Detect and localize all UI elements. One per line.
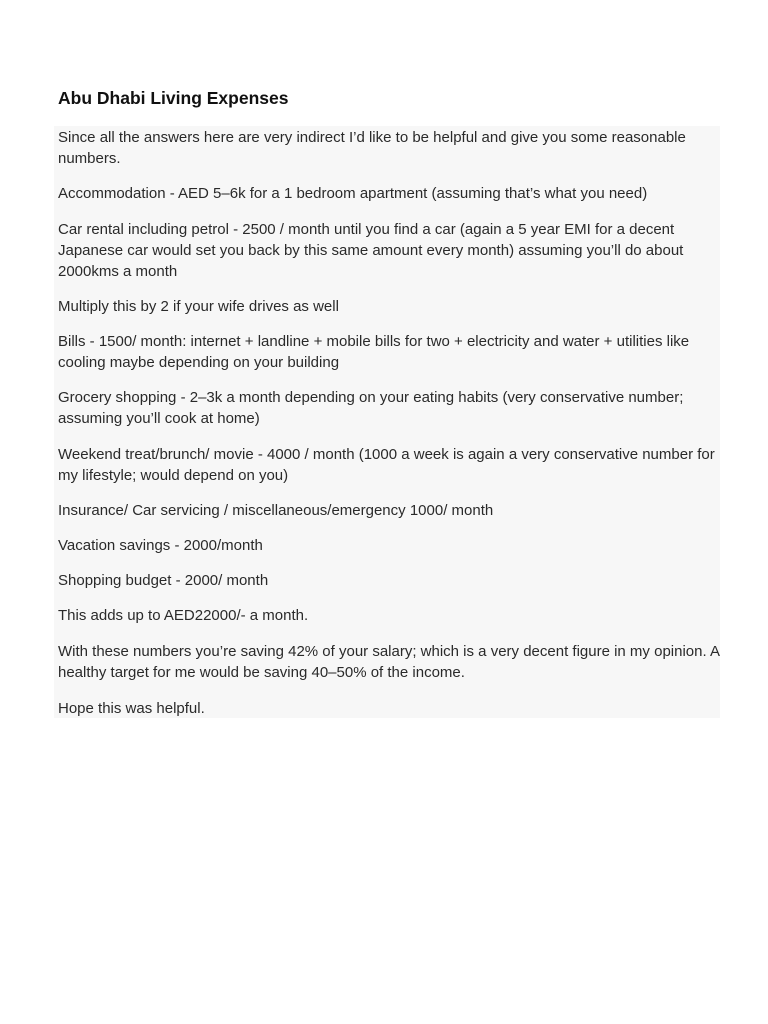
paragraph-vacation: Vacation savings - 2000/month [58,537,263,554]
paragraph-multiply: Multiply this by 2 if your wife drives as well [58,298,339,315]
document-title: Abu Dhabi Living Expenses [58,88,289,108]
paragraph-shopping: Shopping budget - 2000/ month [58,572,269,589]
paragraph-car-rental: Car rental including petrol - 2500 / month until you find a car (again a 5 year EMI for a decent Japanese car would set you back by this same amount every month) assuming you’ll do about 2000kms a month [58,221,684,280]
paragraph-insurance: Insurance/ Car servicing / miscellaneous/emergency 1000/ month [58,502,494,519]
paragraph-bills: Bills - 1500/ month: internet + landline + mobile bills for two + electricity and water + utilities like cooling maybe depending on your building [58,333,690,371]
paragraph-closing: Hope this was helpful. [58,700,205,717]
paragraph-savings: With these numbers you’re saving 42% of your salary; which is a very decent figure in my opinion. A healthy target for me would be saving 40–50% of the income. [58,643,720,681]
paragraph-weekend: Weekend treat/brunch/ movie - 4000 / month (1000 a week is again a very conservative number for my lifestyle; would depend on you) [58,446,715,484]
paragraph-total: This adds up to AED22000/- a month. [58,607,309,624]
paragraph-grocery: Grocery shopping - 2–3k a month depending on your eating habits (very conservative number; assuming you’ll cook at home) [58,389,684,427]
paragraph-accommodation: Accommodation - AED 5–6k for a 1 bedroom apartment (assuming that’s what you need) [58,185,648,202]
paragraph-intro: Since all the answers here are very indirect I’d like to be helpful and give you some reasonable numbers. [58,129,686,167]
